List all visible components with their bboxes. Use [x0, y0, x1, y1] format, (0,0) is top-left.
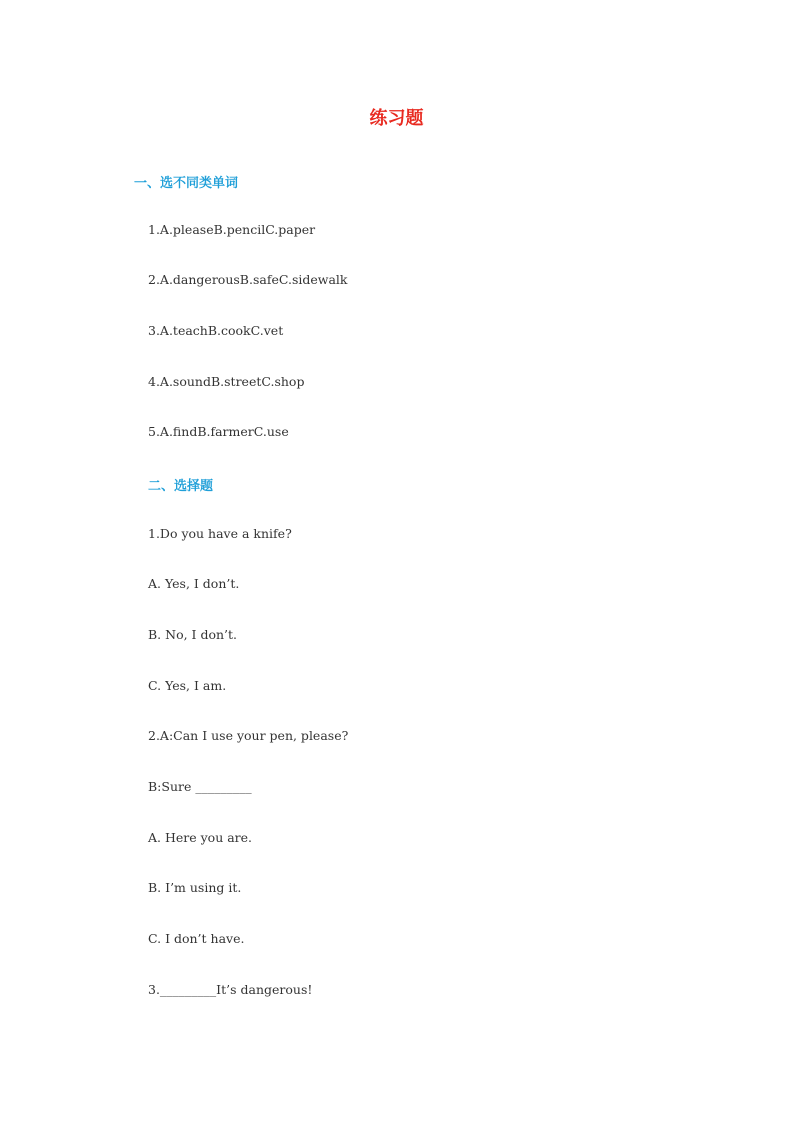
section-heading-odd-one-out: 一、选不同类单词: [134, 176, 239, 191]
question-stem: B:Sure _________: [148, 779, 252, 794]
answer-option: A. Yes, I don’t.: [148, 576, 240, 591]
answer-option: C. I don’t have.: [148, 931, 245, 946]
section-heading-multiple-choice: 二、选择题: [148, 479, 214, 494]
answer-option: B. I’m using it.: [148, 880, 242, 895]
question-item: 2.A.dangerousB.safeC.sidewalk: [148, 272, 348, 287]
question-item: 1.A.pleaseB.pencilC.paper: [148, 222, 316, 237]
question-stem: 1.Do you have a knife?: [148, 526, 292, 541]
page-title: 练习题: [369, 108, 424, 129]
question-stem: 3._________It’s dangerous!: [148, 982, 313, 997]
question-item: 4.A.soundB.streetC.shop: [148, 374, 305, 389]
question-stem: 2.A:Can I use your pen, please?: [148, 728, 349, 743]
question-item: 3.A.teachB.cookC.vet: [148, 323, 284, 338]
answer-option: C. Yes, I am.: [148, 678, 227, 693]
question-item: 5.A.findB.farmerC.use: [148, 424, 289, 439]
answer-option: A. Here you are.: [148, 830, 253, 845]
answer-option: B. No, I don’t.: [148, 627, 238, 642]
